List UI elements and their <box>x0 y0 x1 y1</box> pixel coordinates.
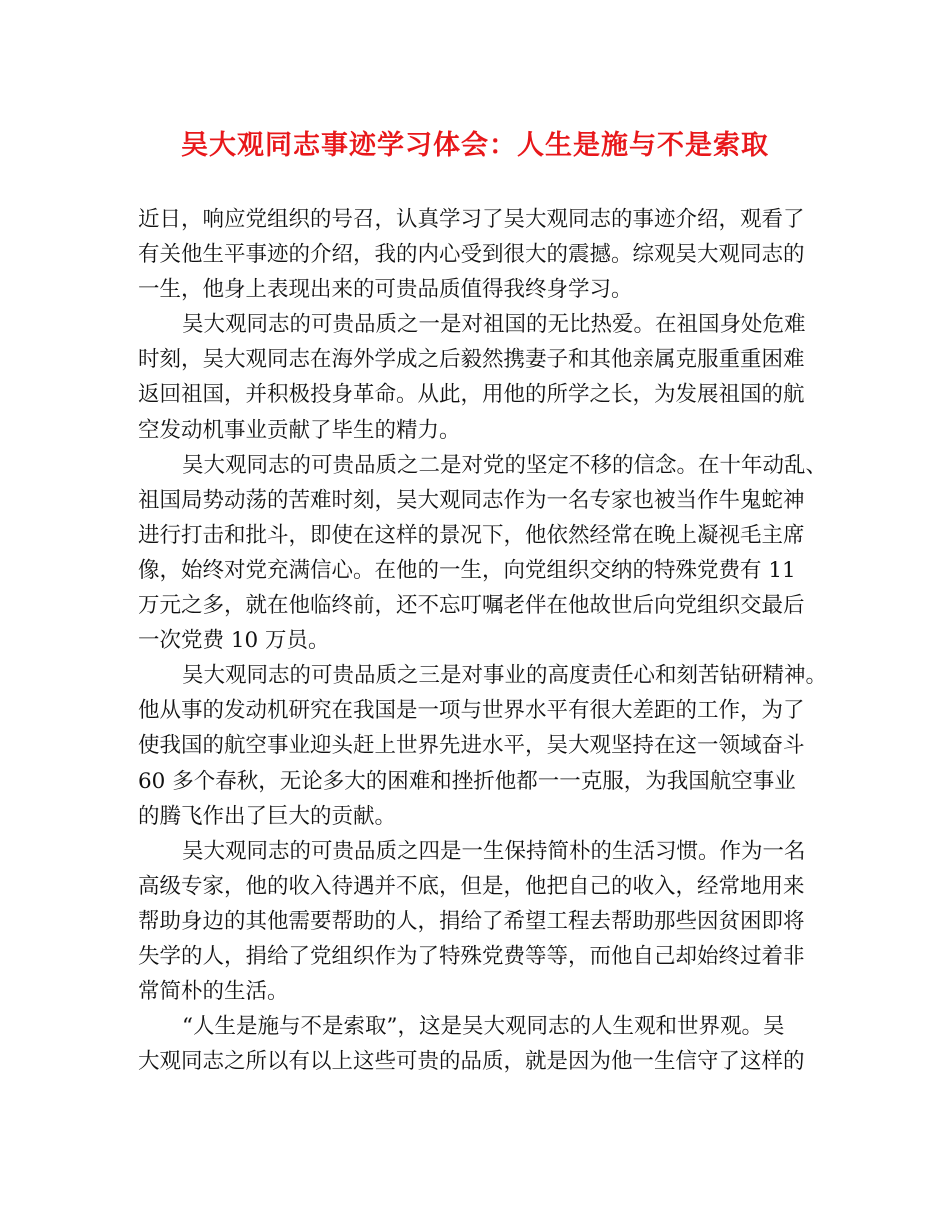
text-line: 吴大观同志的可贵品质之二是对党的坚定不移的信念。在十年动乱、 <box>182 452 828 478</box>
document-body <box>138 202 828 1079</box>
text-line: 高级专家，他的收入待遇并不底，但是，他把自己的收入，经常地用来 <box>138 873 805 899</box>
text-line: 一生，他身上表现出来的可贵品质值得我终身学习。 <box>138 277 633 303</box>
text-line: 空发动机事业贡献了毕生的精力。 <box>138 417 461 443</box>
text-line: 使我国的航空事业迎头赶上世界先进水平，吴大观坚持在这一领域奋斗 <box>138 733 805 759</box>
text-line: 祖国局势动荡的苦难时刻，吴大观同志作为一名专家也被当作牛鬼蛇神 <box>138 487 805 513</box>
text-line: 60 多个春秋，无论多大的困难和挫折他都一一克服，为我国航空事业 <box>138 768 796 794</box>
text-line: 吴大观同志的可贵品质之四是一生保持简朴的生活习惯。作为一名 <box>182 838 806 864</box>
text-line: 他从事的发动机研究在我国是一项与世界水平有很大差距的工作，为了 <box>138 698 805 724</box>
text-line: 像，始终对党充满信心。在他的一生，向党组织交纳的特殊党费有 11 <box>138 557 796 583</box>
text-line: 有关他生平事迹的介绍，我的内心受到很大的震撼。综观吴大观同志的 <box>138 242 805 268</box>
text-line: 大观同志之所以有以上这些可贵的品质，就是因为他一生信守了这样的 <box>138 1049 805 1075</box>
text-line: 吴大观同志的可贵品质之三是对事业的高度责任心和刻苦钻研精神。 <box>182 663 828 689</box>
text-line: 万元之多，就在他临终前，还不忘叮嘱老伴在他故世后向党组织交最后 <box>138 593 805 619</box>
text-line: 的腾飞作出了巨大的贡献。 <box>138 803 397 829</box>
text-line: 吴大观同志的可贵品质之一是对祖国的无比热爱。在祖国身处危难 <box>182 312 806 338</box>
text-line: 时刻，吴大观同志在海外学成之后毅然携妻子和其他亲属克服重重困难 <box>138 347 805 373</box>
text-line: 近日，响应党组织的号召，认真学习了吴大观同志的事迹介绍，观看了 <box>138 207 805 232</box>
text-line: 进行打击和批斗，即使在这样的景况下，他依然经常在晚上凝视毛主席 <box>138 522 805 548</box>
text-line: 一次党费 10 万员。 <box>138 628 330 654</box>
text-line: 失学的人，捐给了党组织作为了特殊党费等等，而他自己却始终过着非 <box>138 943 805 969</box>
text-line: 常简朴的生活。 <box>138 979 289 1005</box>
text-line: “人生是施与不是索取”，这是吴大观同志的人生观和世界观。吴 <box>182 1014 785 1040</box>
text-line: 返回祖国，并积极投身革命。从此，用他的所学之长，为发展祖国的航 <box>138 382 805 408</box>
document-title: 吴大观同志事迹学习体会：人生是施与不是索取 <box>181 130 769 161</box>
text-line: 帮助身边的其他需要帮助的人，捐给了希望工程去帮助那些因贫困即将 <box>138 908 805 934</box>
